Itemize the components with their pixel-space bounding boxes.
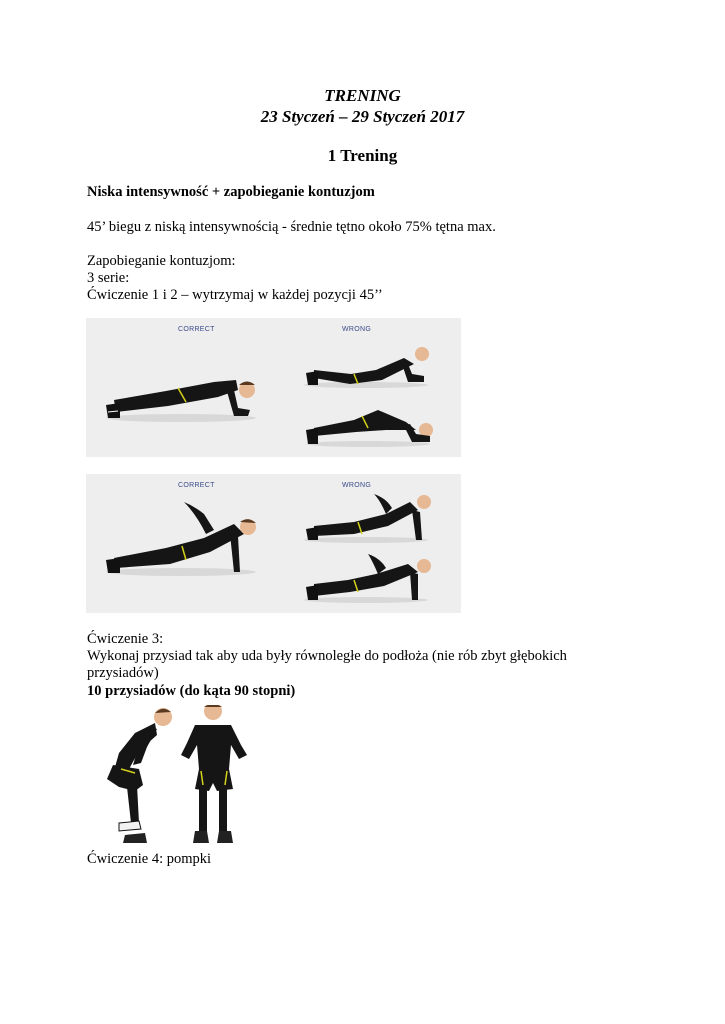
side-plank-photo xyxy=(86,474,461,613)
side-plank-illustration xyxy=(86,474,461,613)
exercise-3-title: Ćwiczenie 3: xyxy=(87,631,164,647)
wrong-label: WRONG xyxy=(342,326,372,333)
exercise-3-reps: 10 przysiadów (do kąta 90 stopni) xyxy=(87,683,296,699)
exercise-3-instruction-line2: przysiadów) xyxy=(87,665,159,681)
wrong-label: WRONG xyxy=(342,482,372,489)
running-instruction: 45’ biegu z niską intensywnością - średnie tętno około 75% tętna max. xyxy=(87,219,496,235)
exercise-3-instruction-line1: Wykonaj przysiad tak aby uda były równoległe do podłoża (nie rób zbyt głębokich xyxy=(87,648,567,664)
plank-illustration xyxy=(86,318,461,457)
plank-photo xyxy=(86,318,461,457)
exercise-1-2-instruction: Ćwiczenie 1 i 2 – wytrzymaj w każdej pozycji 45’’ xyxy=(87,287,383,303)
correct-label: CORRECT xyxy=(178,482,215,489)
exercise-4-title: Ćwiczenie 4: pompki xyxy=(87,851,212,867)
section-heading: Niska intensywność + zapobieganie kontuzjom xyxy=(87,184,375,200)
document-title: TRENING xyxy=(324,86,401,105)
series-count: 3 serie: xyxy=(87,270,130,286)
squat-illustration xyxy=(95,705,255,849)
session-title: 1 Trening xyxy=(327,146,398,165)
prevention-title: Zapobieganie kontuzjom: xyxy=(87,253,236,269)
correct-label: CORRECT xyxy=(178,326,215,333)
date-range: 23 Styczeń – 29 Styczeń 2017 xyxy=(260,107,465,126)
